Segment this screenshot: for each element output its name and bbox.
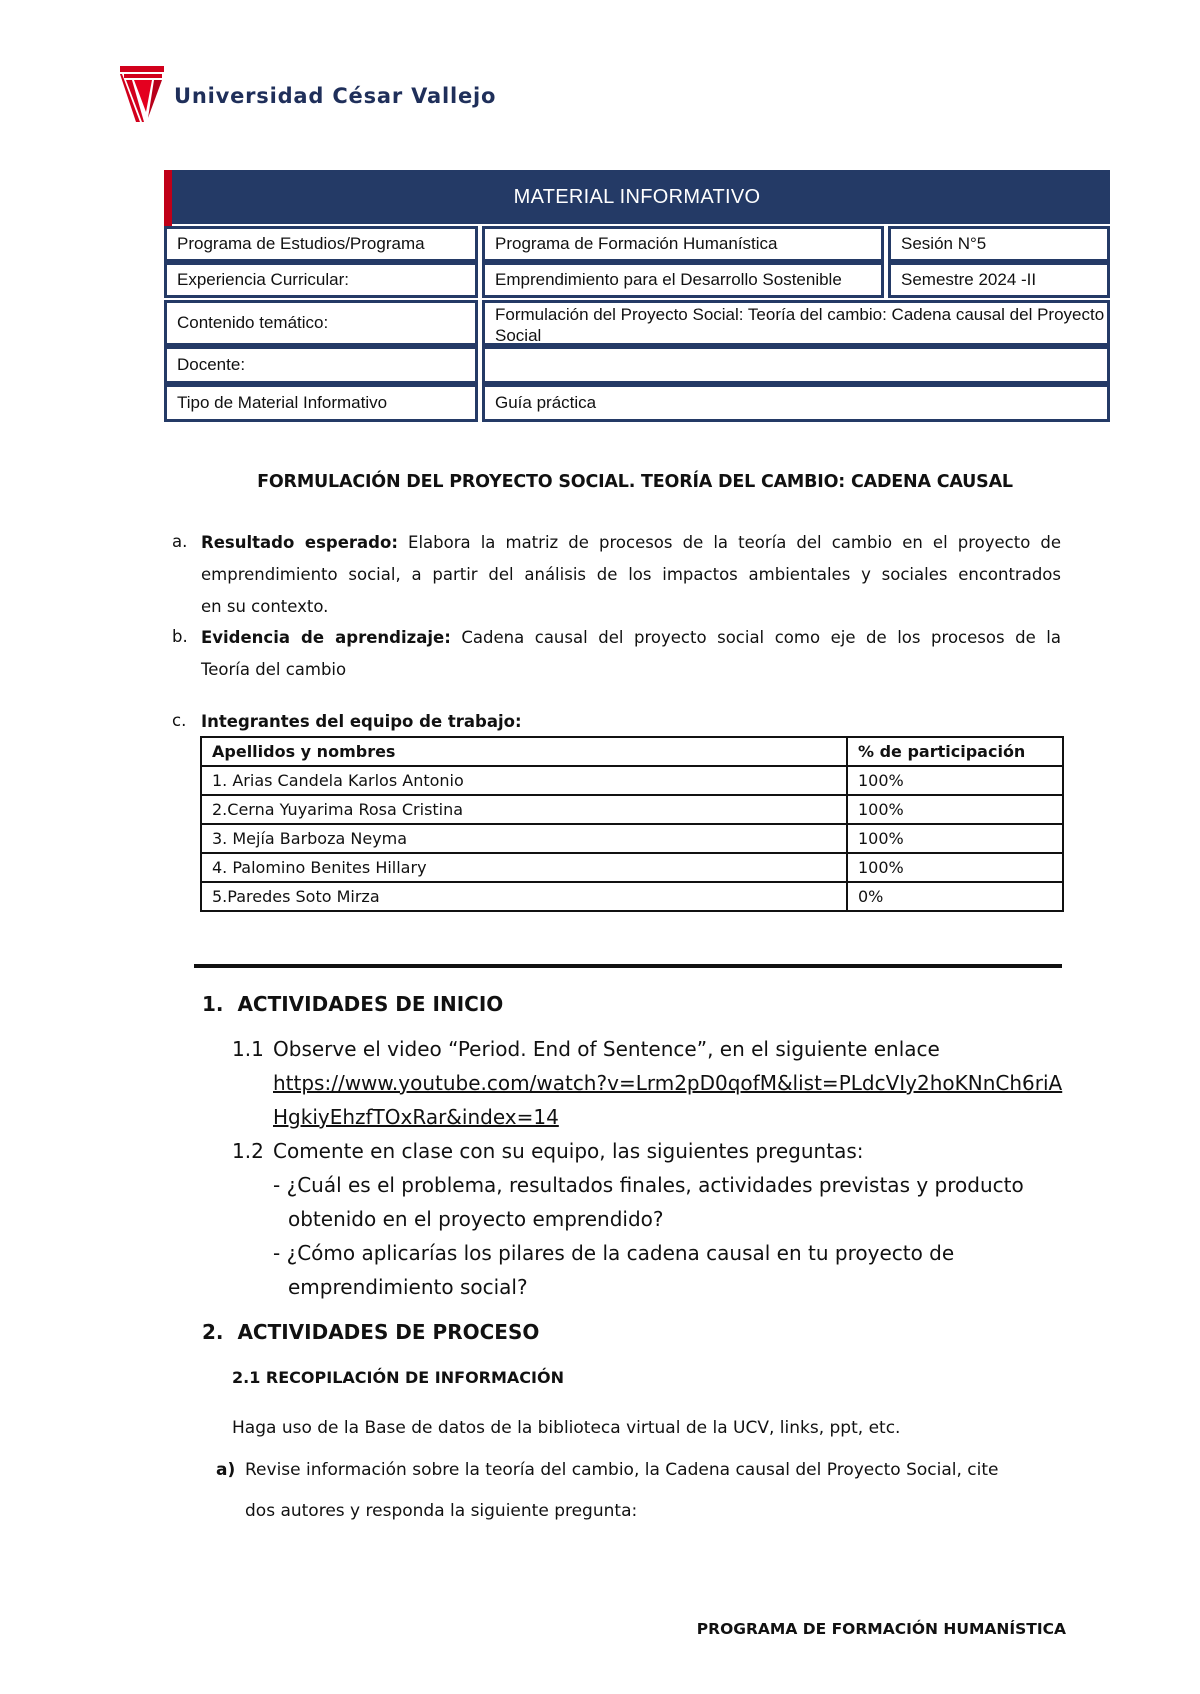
team-member-participation: 100% xyxy=(847,853,1063,882)
team-member-name: 5.Paredes Soto Mirza xyxy=(201,882,847,911)
info-value-semestre: Semestre 2024 -II xyxy=(888,262,1110,298)
activities-process-subheading: 2.1 RECOPILACIÓN DE INFORMACIÓN xyxy=(232,1368,564,1387)
item-1-2-number: 1.2 xyxy=(232,1139,264,1163)
info-label-tipo: Tipo de Material Informativo xyxy=(164,384,478,422)
team-member-name: 3. Mejía Barboza Neyma xyxy=(201,824,847,853)
activities-start-heading: 1. ACTIVIDADES DE INICIO xyxy=(202,992,504,1016)
team-member-name: 4. Palomino Benites Hillary xyxy=(201,853,847,882)
section-c-marker: c. xyxy=(172,711,187,730)
activities-process-heading: 2. ACTIVIDADES DE PROCESO xyxy=(202,1320,540,1344)
table-row xyxy=(201,737,1063,766)
info-label-experiencia: Experiencia Curricular: xyxy=(164,262,478,298)
item-1-1-number: 1.1 xyxy=(232,1037,264,1061)
item-1-1-text: Observe el video “Period. End of Sentence”, en el siguiente enlace xyxy=(273,1037,940,1061)
info-value-contenido: Formulación del Proyecto Social: Teoría del cambio: Cadena causal del Proyecto Social xyxy=(482,300,1110,346)
video-link-line-2[interactable]: HgkiyEhzfTOxRar&index=14 xyxy=(273,1105,559,1129)
question-2-line-1: - ¿Cómo aplicarías los pilares de la cadena causal en tu proyecto de xyxy=(273,1241,955,1265)
process-a-marker: a) xyxy=(216,1460,236,1480)
team-table xyxy=(200,736,1064,912)
table-row xyxy=(201,795,1063,824)
team-member-name: 2.Cerna Yuyarima Rosa Cristina xyxy=(201,795,847,824)
process-a-line-2: dos autores y responda la siguiente pregunta: xyxy=(245,1501,638,1521)
section-a-label: Resultado esperado: xyxy=(201,533,398,552)
info-label-programa: Programa de Estudios/Programa xyxy=(164,226,478,262)
item-1-2-text: Comente en clase con su equipo, las siguientes preguntas: xyxy=(273,1139,864,1163)
info-value-tipo: Guía práctica xyxy=(482,384,1110,422)
info-table-title: MATERIAL INFORMATIVO xyxy=(513,186,761,208)
section-b-line-2: Teoría del cambio xyxy=(201,660,347,679)
horizontal-divider xyxy=(194,964,1062,968)
table-row xyxy=(201,824,1063,853)
table-row xyxy=(201,882,1063,911)
section-c-label: Integrantes del equipo de trabajo: xyxy=(201,712,522,731)
section-a-text-1: Elabora la matriz de procesos de la teoría del cambio en el proyecto de xyxy=(408,533,1062,552)
section-b-label: Evidencia de aprendizaje: xyxy=(201,628,451,647)
team-header-participation: % de participación xyxy=(847,737,1063,766)
section-a-line-3: en su contexto. xyxy=(201,597,329,616)
section-b-text-1: Cadena causal del proyecto social como eje de los procesos de la xyxy=(461,628,1061,647)
team-member-participation: 100% xyxy=(847,766,1063,795)
process-a-line-1: Revise información sobre la teoría del cambio, la Cadena causal del Proyecto Social, cite xyxy=(245,1460,999,1480)
info-value-experiencia: Emprendimiento para el Desarrollo Sostenible xyxy=(482,262,884,298)
section-b-line-1 xyxy=(201,627,1061,649)
info-table xyxy=(164,170,1110,422)
process-intro: Haga uso de la Base de datos de la biblioteca virtual de la UCV, links, ppt, etc. xyxy=(232,1418,901,1438)
section-a-marker: a. xyxy=(172,532,188,551)
team-member-participation: 100% xyxy=(847,824,1063,853)
question-1-line-2: obtenido en el proyecto emprendido? xyxy=(288,1207,664,1231)
info-value-sesion: Sesión N°5 xyxy=(888,226,1110,262)
section-b-marker: b. xyxy=(172,627,188,646)
university-name: Universidad César Vallejo xyxy=(174,84,497,108)
info-label-docente: Docente: xyxy=(164,346,478,384)
section-a-line-2: emprendimiento social, a partir del análisis de los impactos ambientales y sociales encontrados xyxy=(201,565,1061,584)
team-member-name: 1. Arias Candela Karlos Antonio xyxy=(201,766,847,795)
question-2-line-2: emprendimiento social? xyxy=(288,1275,528,1299)
info-label-contenido: Contenido temático: xyxy=(164,300,478,346)
document-title: FORMULACIÓN DEL PROYECTO SOCIAL. TEORÍA DEL CAMBIO: CADENA CAUSAL xyxy=(257,472,1013,492)
team-header-name: Apellidos y nombres xyxy=(201,737,847,766)
table-row xyxy=(201,853,1063,882)
team-member-participation: 0% xyxy=(847,882,1063,911)
section-a-line-1 xyxy=(201,532,1061,554)
info-value-docente xyxy=(482,346,1110,384)
info-value-programa: Programa de Formación Humanística xyxy=(482,226,884,262)
table-row xyxy=(201,766,1063,795)
question-1-line-1: - ¿Cuál es el problema, resultados finales, actividades previstas y producto xyxy=(273,1173,1024,1197)
video-link-line-1[interactable]: https://www.youtube.com/watch?v=Lrm2pD0qofM&list=PLdcVIy2hoKNnCh6riA xyxy=(273,1071,1063,1095)
ucv-shield-icon xyxy=(118,64,166,122)
footer-program: PROGRAMA DE FORMACIÓN HUMANÍSTICA xyxy=(696,1620,1066,1638)
team-member-participation: 100% xyxy=(847,795,1063,824)
